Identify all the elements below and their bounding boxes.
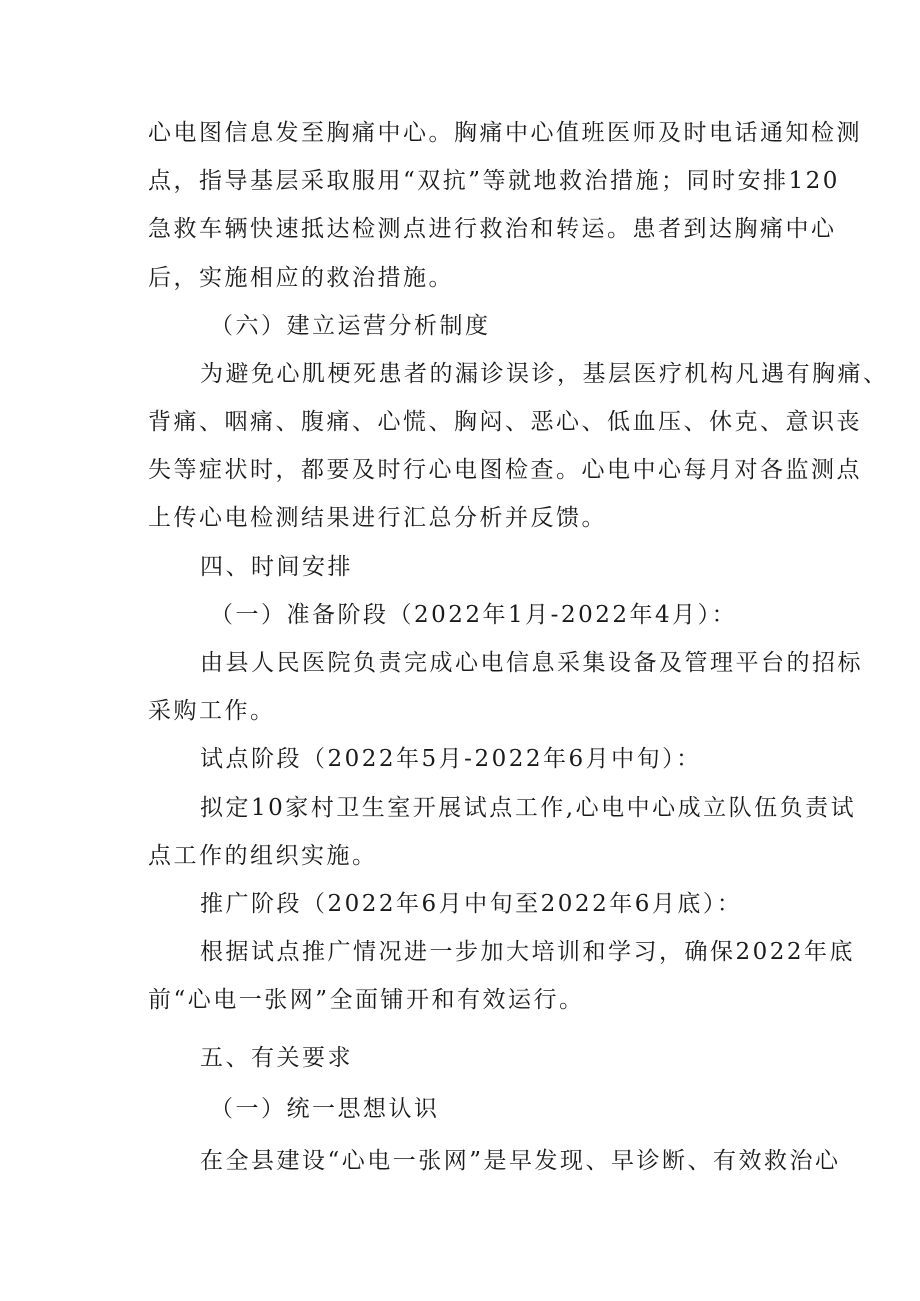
section-heading: 四、时间安排 (200, 554, 353, 580)
text-line: 心电图信息发至胸痛中心。胸痛中心值班医师及时电话通知检测 (148, 120, 862, 146)
text-line: 根据试点推广情况进一步加大培训和学习，确保2022年底 (200, 939, 856, 965)
text-line: 推广阶段（2022年6月中旬至2022年6月底）： (200, 891, 743, 917)
text-line: 点工作的组织实施。 (148, 843, 378, 869)
text-line: 为避免心肌梗死患者的漏诊误诊，基层医疗机构凡遇有胸痛、 (200, 361, 889, 387)
text-line: 试点阶段（2022年5月-2022年6月中旬）： (200, 746, 702, 772)
section-heading: （六）建立运营分析制度 (210, 313, 491, 339)
text-line: 背痛、咽痛、腹痛、心慌、胸闷、恶心、低血压、休克、意识丧 (148, 409, 862, 435)
section-heading: （一）准备阶段（2022年1月-2022年4月）： (210, 602, 738, 628)
text-line: 拟定10家村卫生室开展试点工作,心电中心成立队伍负责试 (200, 795, 857, 821)
text-line: 在全县建设“心电一张网”是早发现、早诊断、有效救治心 (200, 1148, 841, 1174)
section-heading: （一）统一思想认识 (210, 1096, 440, 1122)
text-line: 由县人民医院负责完成心电信息采集设备及管理平台的招标 (200, 650, 863, 676)
text-line: 采购工作。 (148, 698, 276, 724)
section-heading: 五、有关要求 (200, 1045, 353, 1071)
text-line: 失等症状时，都要及时行心电图检查。心电中心每月对各监测点 (148, 457, 862, 483)
text-line: 后，实施相应的救治措施。 (148, 265, 454, 291)
text-line: 上传心电检测结果进行汇总分析并反馈。 (148, 505, 607, 531)
text-line: 急救车辆快速抵达检测点进行救治和转运。患者到达胸痛中心 (148, 216, 837, 242)
text-line: 前“心电一张网”全面铺开和有效运行。 (148, 987, 585, 1013)
text-line: 点，指导基层采取服用“双抗”等就地救治措施；同时安排120 (148, 168, 840, 194)
